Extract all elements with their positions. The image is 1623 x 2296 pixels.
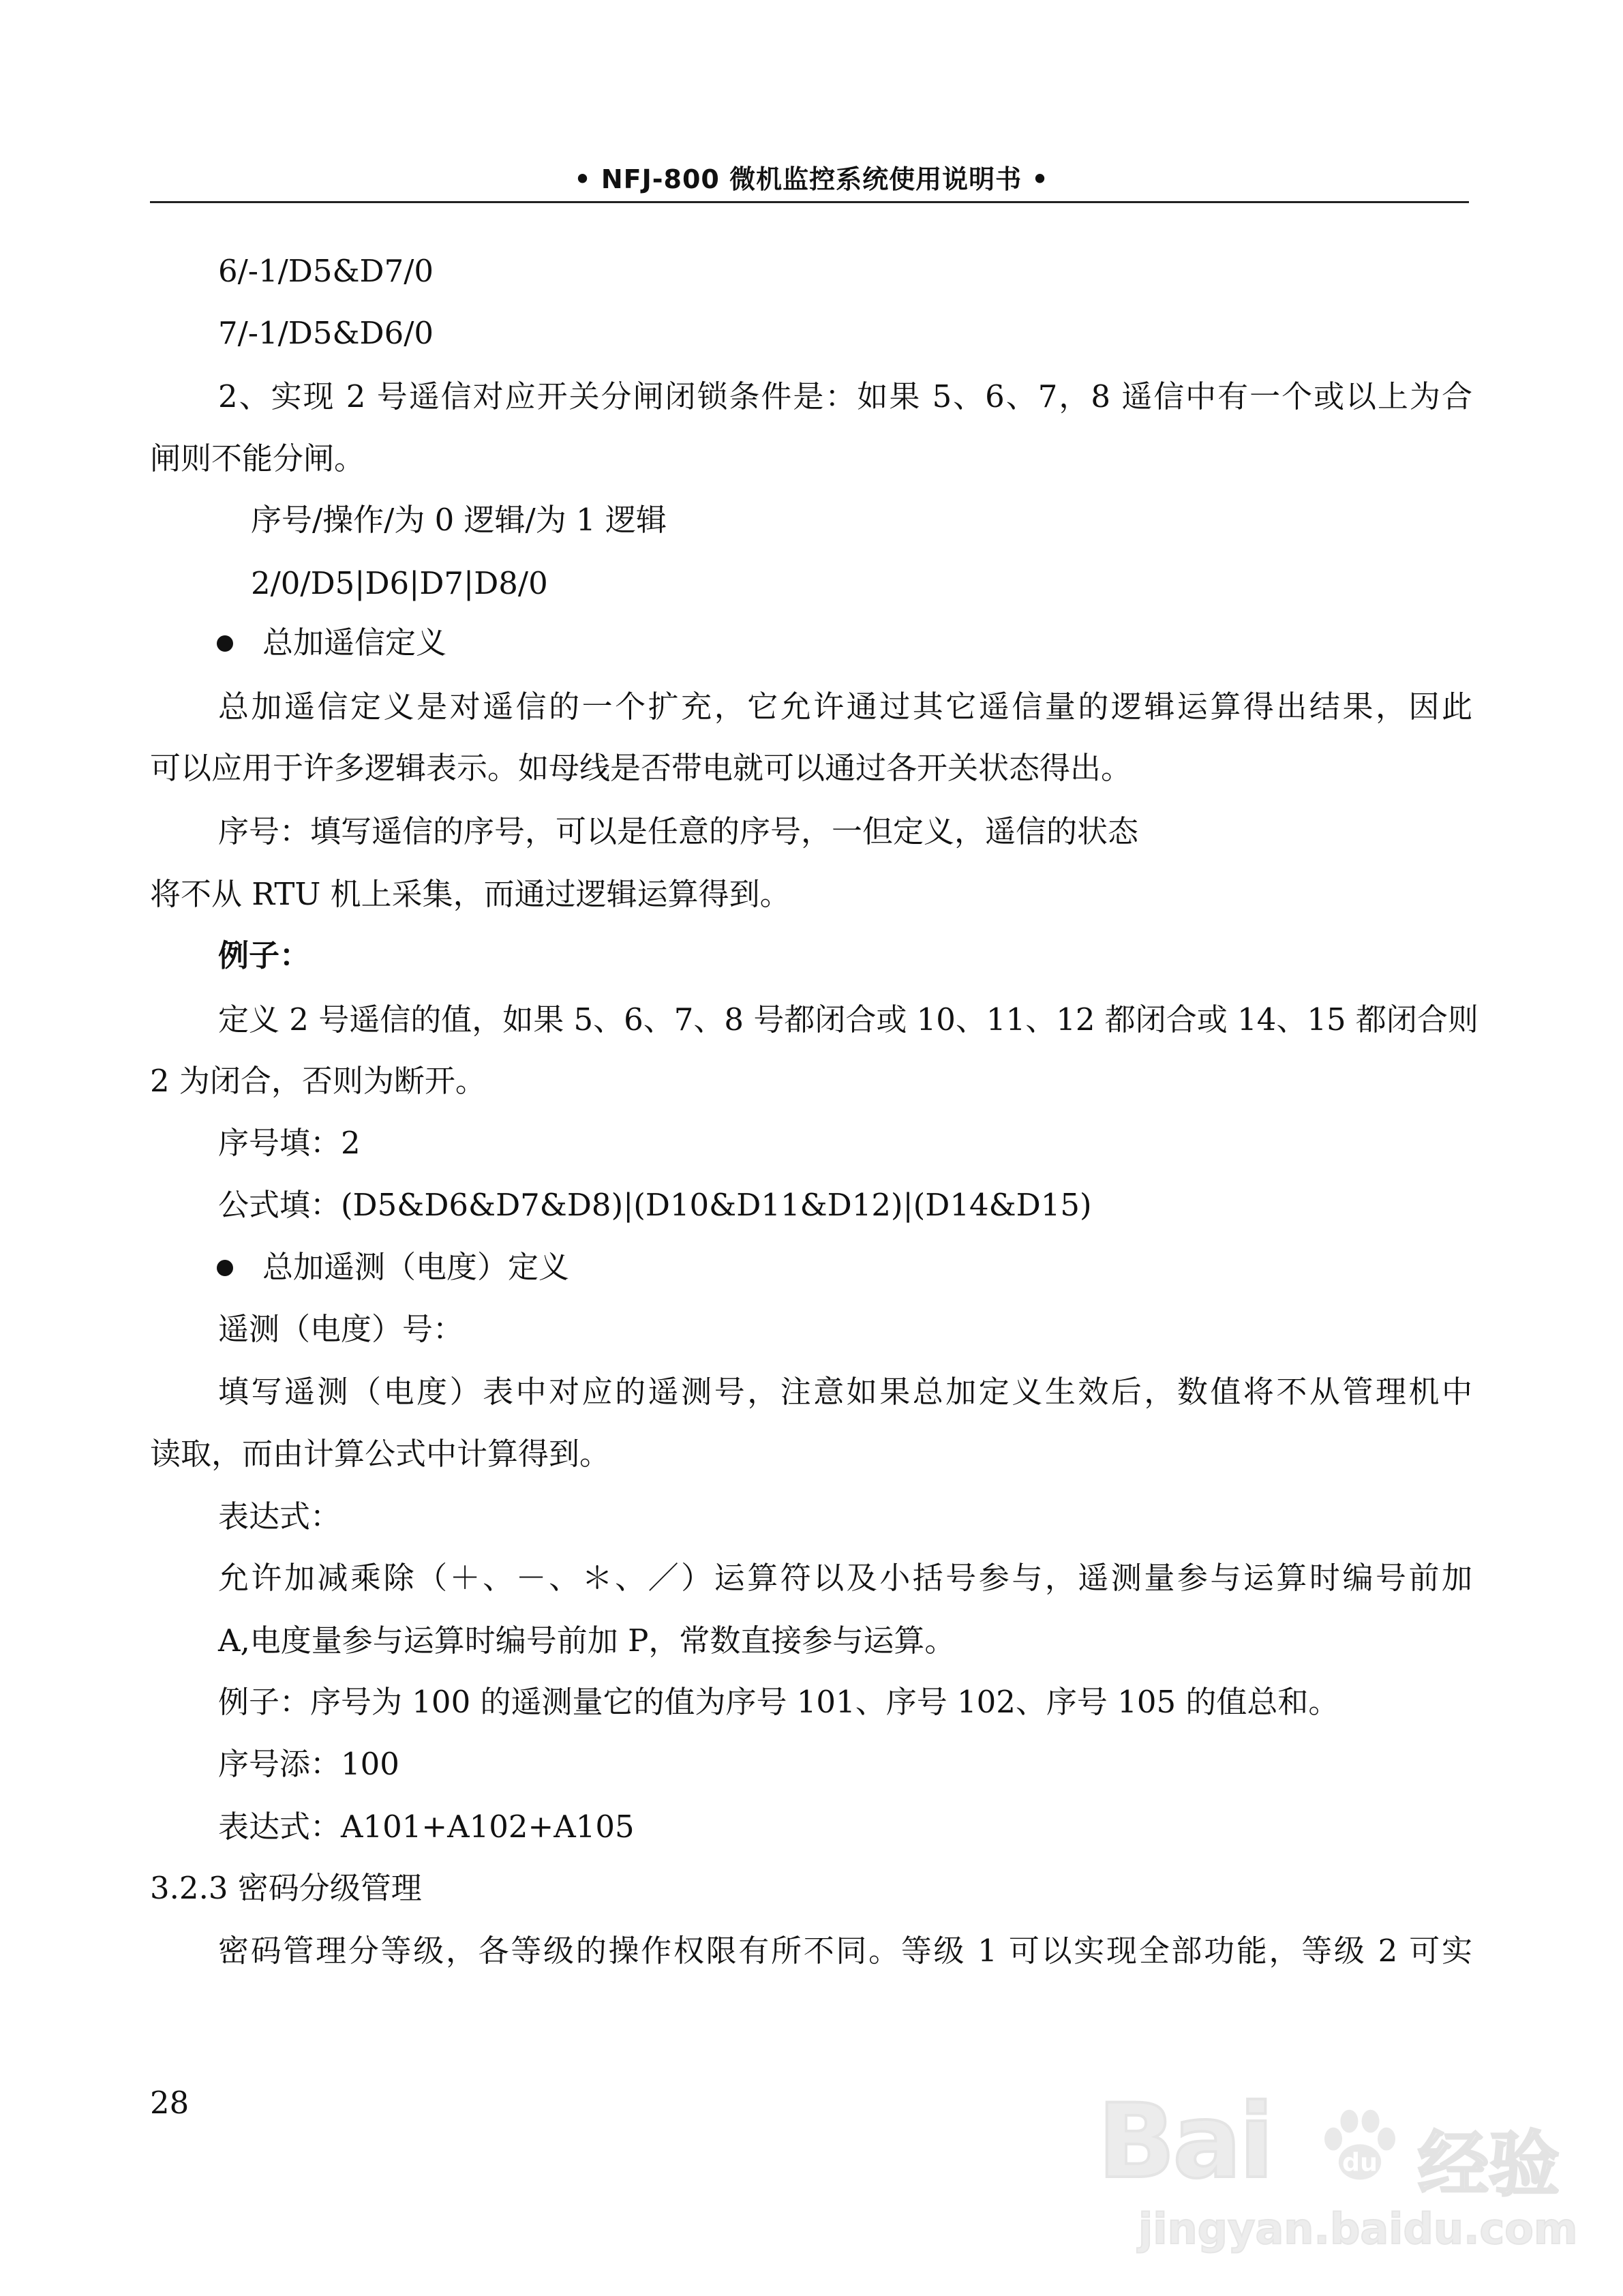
text-line: 总加遥信定义是对遥信的一个扩充，它允许通过其它遥信量的逻辑运算得出结果，因此	[218, 689, 1472, 725]
text-line: 序号添：100	[218, 1746, 399, 1782]
text-line: 例子：序号为 100 的遥测量它的值为序号 101、序号 102、序号 105 的值总和。	[218, 1684, 1339, 1720]
svg-text:du: du	[1342, 2147, 1378, 2177]
watermark	[1091, 2083, 1578, 2267]
text-line: 2 为闭合，否则为断开。	[150, 1063, 486, 1099]
watermark-jingyan: 经验	[1418, 2123, 1560, 2206]
text-line: 可以应用于许多逻辑表示。如母线是否带电就可以通过各开关状态得出。	[150, 750, 1132, 786]
text-line: 密码管理分等级，各等级的操作权限有所不同。等级 1 可以实现全部功能，等级 2 可实	[218, 1933, 1472, 1969]
bullet-icon	[217, 1260, 233, 1276]
paw-icon	[1316, 2102, 1404, 2190]
text-line: 定义 2 号遥信的值，如果 5、6、7、8 号都闭合或 10、11、12 都闭合或 14、15 都闭合则	[218, 1001, 1478, 1038]
text-line: 7/-1/D5&D6/0	[218, 315, 434, 351]
subsection-heading: 3.2.3 密码分级管理	[150, 1870, 422, 1906]
text-line: 序号填：2	[218, 1125, 361, 1161]
header-rule	[150, 201, 1469, 203]
text-line: 填写遥测（电度）表中对应的遥测号，注意如果总加定义生效后，数值将不从管理机中	[218, 1374, 1472, 1410]
watermark-url: jingyan.baidu.com	[1138, 2204, 1578, 2254]
text-line: 序号/操作/为 0 逻辑/为 1 逻辑	[251, 502, 667, 538]
text-line: 序号：填写遥信的序号，可以是任意的序号，一但定义，遥信的状态	[218, 813, 1139, 849]
text-line: 2、实现 2 号遥信对应开关分闸闭锁条件是：如果 5、6、7，8 遥信中有一个或以上为合	[218, 378, 1472, 414]
page-number: 28	[150, 2085, 189, 2121]
text-line: 遥测（电度）号：	[218, 1311, 464, 1347]
section-heading: 总加遥信定义	[262, 624, 447, 661]
text-line: 将不从 RTU 机上采集，而通过逻辑运算得到。	[150, 876, 791, 912]
text-line: 读取，而由计算公式中计算得到。	[150, 1436, 611, 1472]
section-heading: 总加遥测（电度）定义	[262, 1249, 570, 1285]
watermark-logo-text: Bai	[1097, 2083, 1271, 2201]
text-line: 6/-1/D5&D7/0	[218, 253, 434, 289]
running-header: • NFJ-800 微机监控系统使用说明书 •	[574, 164, 1049, 194]
bullet-icon	[217, 635, 233, 652]
text-line: 公式填：(D5&D6&D7&D8)|(D10&D11&D12)|(D14&D15)	[218, 1187, 1092, 1223]
text-line: A,电度量参与运算时编号前加 P，常数直接参与运算。	[218, 1622, 956, 1659]
text-line: 允许加减乘除（＋、－、＊、／）运算符以及小括号参与，遥测量参与运算时编号前加	[218, 1560, 1472, 1596]
text-line: 2/0/D5|D6|D7|D8/0	[251, 565, 548, 601]
text-line: 闸则不能分闸。	[150, 440, 365, 477]
text-line: 表达式：A101+A102+A105	[218, 1809, 635, 1845]
example-label: 例子：	[218, 937, 311, 973]
text-line: 表达式：	[218, 1498, 342, 1535]
